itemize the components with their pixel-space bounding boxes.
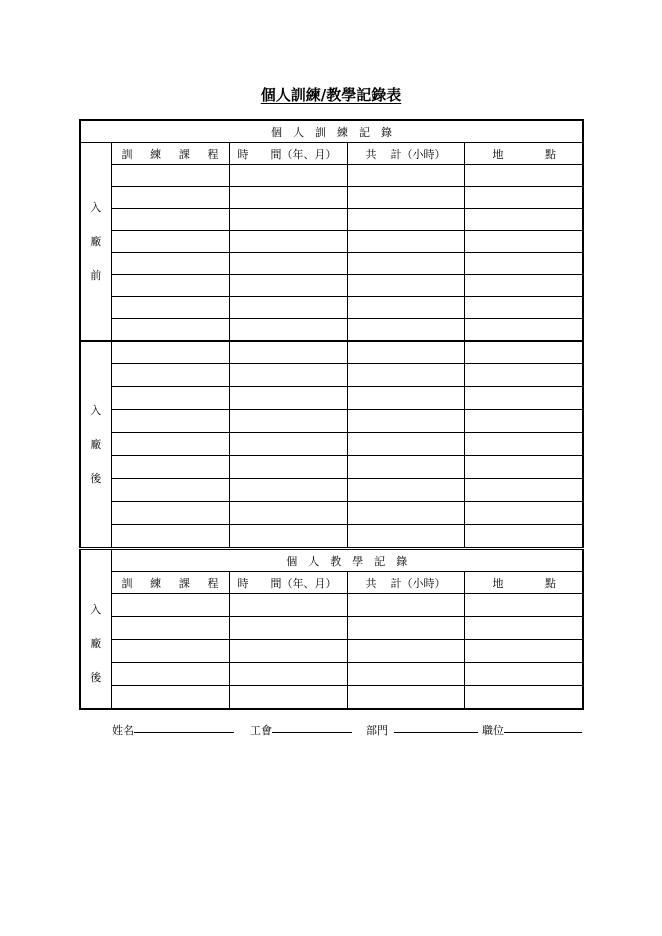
- entry-cell[interactable]: [464, 364, 583, 387]
- entry-cell[interactable]: [464, 387, 583, 410]
- after-joining-label: 入 廠 後: [80, 341, 111, 549]
- position-field-line[interactable]: [504, 732, 582, 733]
- entry-cell[interactable]: [111, 231, 229, 253]
- entry-cell[interactable]: [111, 617, 229, 640]
- table-row: [80, 410, 583, 433]
- entry-cell[interactable]: [111, 433, 229, 456]
- entry-cell[interactable]: [111, 663, 229, 686]
- table-row: [80, 479, 583, 502]
- entry-cell[interactable]: [111, 525, 229, 549]
- entry-cell[interactable]: [111, 319, 229, 342]
- entry-cell[interactable]: [464, 165, 583, 187]
- table-row: [80, 209, 583, 231]
- table-row: [80, 617, 583, 640]
- entry-cell[interactable]: [347, 253, 464, 275]
- entry-cell[interactable]: [229, 187, 347, 209]
- teaching-section-title: 個 人 教 學 記 錄: [111, 549, 583, 572]
- entry-cell[interactable]: [464, 231, 583, 253]
- entry-cell[interactable]: [464, 253, 583, 275]
- entry-cell[interactable]: [347, 387, 464, 410]
- entry-cell[interactable]: [464, 275, 583, 297]
- entry-cell[interactable]: [347, 209, 464, 231]
- header-course: 訓 練 課 程: [111, 143, 229, 165]
- position-label: 職位: [482, 724, 504, 737]
- training-section-title: 個 人 訓 練 記 錄: [80, 120, 583, 143]
- table-row: [80, 165, 583, 187]
- header-course: 訓 練 課 程: [111, 572, 229, 594]
- entry-cell[interactable]: [464, 187, 583, 209]
- table-row: [80, 525, 583, 549]
- union-label: 工會: [250, 724, 272, 737]
- entry-cell[interactable]: [229, 456, 347, 479]
- table-row: [80, 275, 583, 297]
- table-row: [80, 502, 583, 525]
- entry-cell[interactable]: [111, 297, 229, 319]
- entry-cell[interactable]: [229, 640, 347, 663]
- entry-cell[interactable]: [464, 209, 583, 231]
- table-row: [80, 594, 583, 617]
- entry-cell[interactable]: [229, 231, 347, 253]
- entry-cell[interactable]: [229, 364, 347, 387]
- entry-cell[interactable]: [347, 433, 464, 456]
- entry-cell[interactable]: [464, 410, 583, 433]
- entry-cell[interactable]: [111, 686, 229, 710]
- entry-cell[interactable]: [347, 275, 464, 297]
- entry-cell[interactable]: [464, 319, 583, 342]
- header-time: 時 間（年、月）: [229, 143, 347, 165]
- entry-cell[interactable]: [347, 525, 464, 549]
- teaching-section-header: [80, 549, 583, 572]
- entry-cell[interactable]: [229, 297, 347, 319]
- teaching-after-joining-label: 入 廠 後: [80, 549, 111, 710]
- entry-cell[interactable]: [229, 686, 347, 710]
- entry-cell[interactable]: [229, 479, 347, 502]
- entry-cell[interactable]: [229, 433, 347, 456]
- entry-cell[interactable]: [347, 364, 464, 387]
- header-location: 地 點: [464, 143, 583, 165]
- entry-cell[interactable]: [111, 275, 229, 297]
- entry-cell[interactable]: [111, 410, 229, 433]
- entry-cell[interactable]: [111, 253, 229, 275]
- table-row: [80, 253, 583, 275]
- signature-footer: [112, 722, 592, 738]
- table-row: [80, 364, 583, 387]
- entry-cell[interactable]: [229, 502, 347, 525]
- table-row: [80, 387, 583, 410]
- table-row: [80, 456, 583, 479]
- entry-cell[interactable]: [229, 165, 347, 187]
- entry-cell[interactable]: [464, 640, 583, 663]
- entry-cell[interactable]: [347, 663, 464, 686]
- table-row: [80, 341, 583, 364]
- entry-cell[interactable]: [111, 364, 229, 387]
- department-label: 部門: [366, 724, 388, 737]
- entry-cell[interactable]: [464, 433, 583, 456]
- table-row: [80, 640, 583, 663]
- entry-cell[interactable]: [347, 231, 464, 253]
- entry-cell[interactable]: [464, 663, 583, 686]
- entry-cell[interactable]: [229, 387, 347, 410]
- entry-cell[interactable]: [347, 297, 464, 319]
- entry-cell[interactable]: [464, 456, 583, 479]
- table-row: [80, 231, 583, 253]
- entry-cell[interactable]: [229, 663, 347, 686]
- entry-cell[interactable]: [229, 594, 347, 617]
- table-row: [80, 187, 583, 209]
- training-section-header: [80, 120, 583, 143]
- entry-cell[interactable]: [111, 165, 229, 187]
- entry-cell[interactable]: [464, 297, 583, 319]
- entry-cell[interactable]: [347, 594, 464, 617]
- entry-cell[interactable]: [347, 410, 464, 433]
- entry-cell[interactable]: [347, 165, 464, 187]
- before-joining-label: 入 廠 前: [80, 143, 111, 342]
- table-row: [80, 297, 583, 319]
- entry-cell[interactable]: [229, 617, 347, 640]
- header-time: 時 間（年、月）: [229, 572, 347, 594]
- entry-cell[interactable]: [111, 502, 229, 525]
- entry-cell[interactable]: [111, 640, 229, 663]
- name-field-line[interactable]: [134, 732, 234, 733]
- training-column-headers: [80, 143, 583, 165]
- entry-cell[interactable]: [464, 502, 583, 525]
- entry-cell[interactable]: [347, 640, 464, 663]
- header-total: 共 計（小時）: [347, 143, 464, 165]
- entry-cell[interactable]: [229, 525, 347, 549]
- entry-cell[interactable]: [229, 410, 347, 433]
- header-total: 共 計（小時）: [347, 572, 464, 594]
- union-field-line[interactable]: [272, 732, 352, 733]
- table-row: [80, 686, 583, 710]
- entry-cell[interactable]: [229, 341, 347, 364]
- entry-cell[interactable]: [464, 617, 583, 640]
- entry-cell[interactable]: [111, 387, 229, 410]
- table-row: [80, 663, 583, 686]
- teaching-column-headers: [80, 572, 583, 594]
- entry-cell[interactable]: [111, 209, 229, 231]
- entry-cell[interactable]: [464, 525, 583, 549]
- entry-cell[interactable]: [111, 479, 229, 502]
- training-record-table: [79, 119, 584, 710]
- entry-cell[interactable]: [229, 253, 347, 275]
- entry-cell[interactable]: [347, 319, 464, 342]
- entry-cell[interactable]: [464, 594, 583, 617]
- table-row: [80, 319, 583, 342]
- entry-cell[interactable]: [111, 594, 229, 617]
- form-title: 個人訓練/教學記錄表: [260, 86, 402, 104]
- name-label: 姓名: [112, 724, 134, 737]
- entry-cell[interactable]: [347, 502, 464, 525]
- entry-cell[interactable]: [347, 187, 464, 209]
- entry-cell[interactable]: [111, 456, 229, 479]
- entry-cell[interactable]: [229, 209, 347, 231]
- entry-cell[interactable]: [464, 479, 583, 502]
- entry-cell[interactable]: [111, 187, 229, 209]
- entry-cell[interactable]: [464, 686, 583, 710]
- header-location: 地 點: [464, 572, 583, 594]
- entry-cell[interactable]: [229, 319, 347, 342]
- entry-cell[interactable]: [347, 456, 464, 479]
- entry-cell[interactable]: [347, 686, 464, 710]
- entry-cell[interactable]: [464, 341, 583, 364]
- entry-cell[interactable]: [111, 341, 229, 364]
- entry-cell[interactable]: [229, 275, 347, 297]
- entry-cell[interactable]: [347, 617, 464, 640]
- entry-cell[interactable]: [347, 479, 464, 502]
- department-field-line[interactable]: [394, 732, 478, 733]
- entry-cell[interactable]: [347, 341, 464, 364]
- table-row: [80, 433, 583, 456]
